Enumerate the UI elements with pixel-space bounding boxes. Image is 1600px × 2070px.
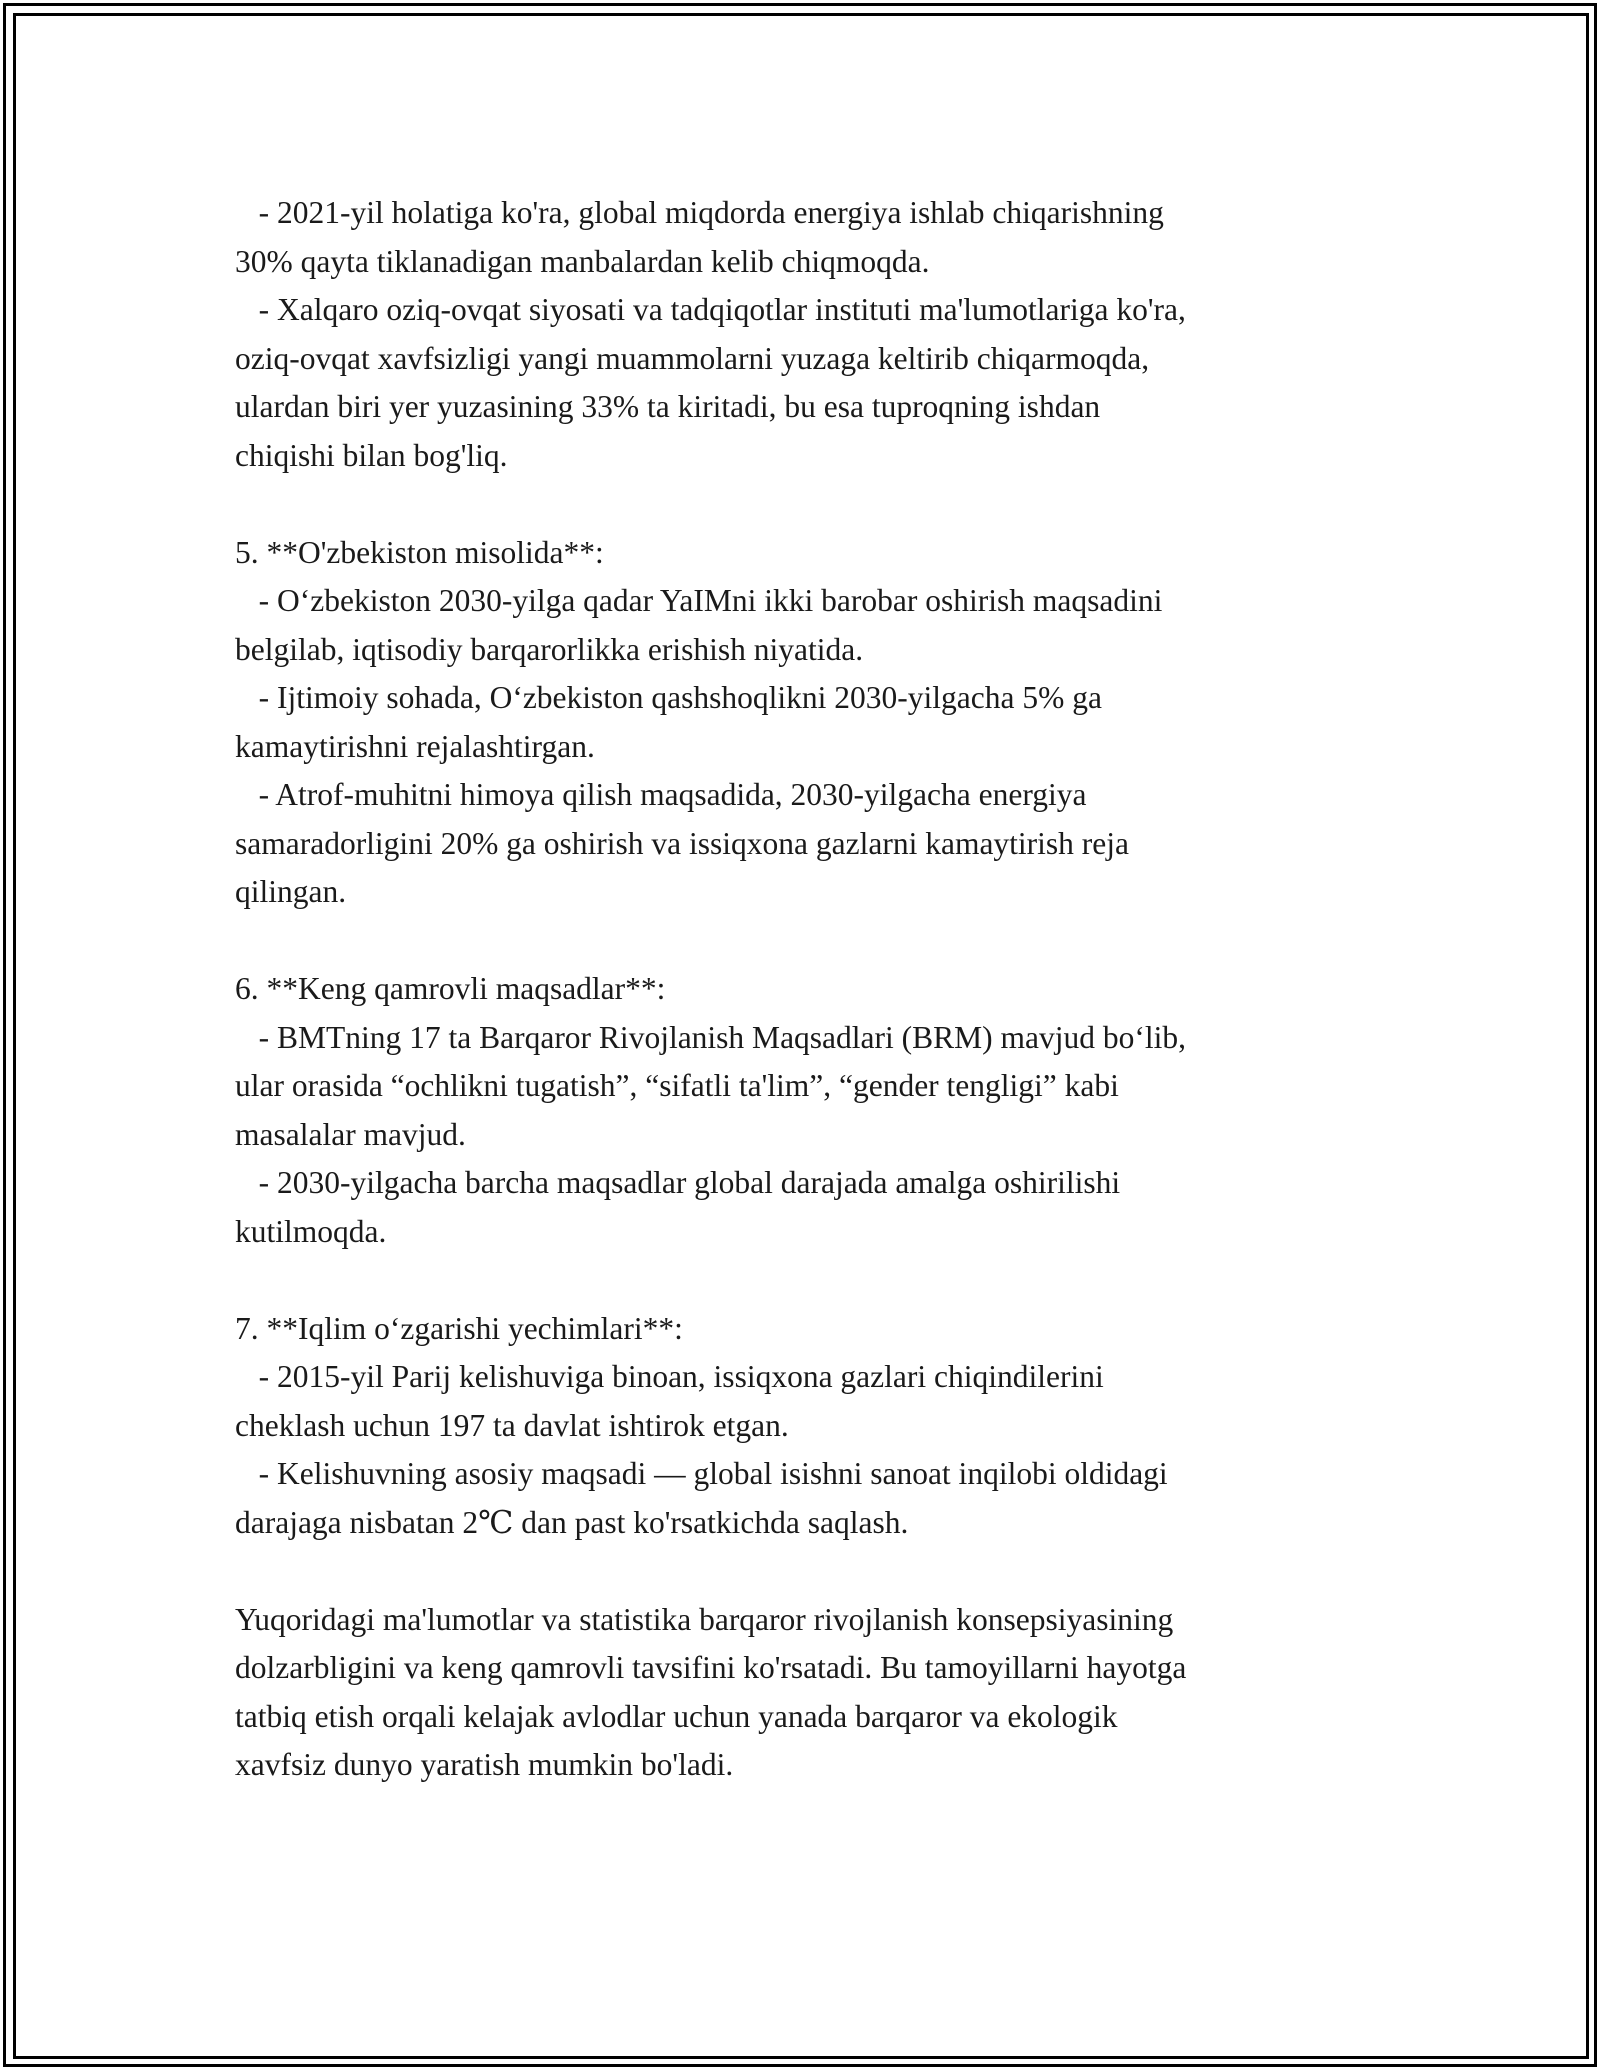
text-line: cheklash uchun 197 ta davlat ishtirok etgan. [235,1407,789,1443]
paragraph-gap [235,917,1385,966]
section-heading: 6. **Keng qamrovli maqsadlar**: [235,971,666,1006]
text-line: Yuqoridagi ma'lumotlar va statistika barqaror rivojlanish konsepsiyasining [235,1601,1174,1637]
section-climate-solutions [235,1305,1385,1548]
text-line: belgilab, iqtisodiy barqarorlikka erishish niyatida. [235,631,864,667]
text-line: dolzarbligini va keng qamrovli tavsifini ko'rsatadi. Bu tamoyillarni hayotga [235,1650,1187,1685]
text-line: - Kelishuvning asosiy maqsadi — global isishni sanoat inqilobi oldidagi [235,1456,1168,1491]
text-line: - BMTning 17 ta Barqaror Rivojlanish Maqsadlari (BRM) mavjud bo‘lib, [235,1019,1186,1055]
text-line: - 2015-yil Parij kelishuviga binoan, issiqxona gazlari chiqindilerini [235,1359,1104,1394]
text-line: darajaga nisbatan 2℃ dan past ko'rsatkichda saqlash. [235,1504,909,1540]
text-line: - 2021-yil holatiga ko'ra, global miqdorda energiya ishlab chiqarishning [235,195,1164,230]
text-line: - O‘zbekiston 2030-yilga qadar YaIMni ikki barobar oshirish maqsadini [235,583,1163,618]
text-line: - Xalqaro oziq-ovqat siyosati va tadqiqotlar instituti ma'lumotlariga ko'ra, [235,292,1186,327]
text-line: - Atrof-muhitni himoya qilish maqsadida, 2030-yilgacha energiya [235,777,1087,812]
section-uzbekistan [235,529,1385,917]
text-line: ulardan biri yer yuzasining 33% ta kiritadi, bu esa tuproqning ishdan [235,389,1101,424]
conclusion-paragraph [235,1596,1385,1790]
paragraph-gap [235,480,1385,529]
text-line: masalalar mavjud. [235,1116,466,1152]
text-line: - Ijtimoiy sohada, O‘zbekiston qashshoqlikni 2030-yilgacha 5% ga [235,680,1102,715]
section-heading: 7. **Iqlim o‘zgarishi yechimlari**: [235,1310,683,1346]
document-body [235,189,1385,1790]
paragraph-gap [235,1547,1385,1596]
text-line: chiqishi bilan bog'liq. [235,437,508,473]
text-line: xavfsiz dunyo yaratish mumkin bo'ladi. [235,1747,734,1782]
text-line: tatbiq etish orqali kelajak avlodlar uchun yanada barqaror va ekologik [235,1698,1118,1734]
text-line: kutilmoqda. [235,1213,387,1249]
text-line: kamaytirishni rejalashtirgan. [235,728,595,764]
paragraph-gap [235,1256,1385,1305]
text-line: ular orasida “ochlikni tugatish”, “sifatli ta'lim”, “gender tengligi” kabi [235,1068,1119,1103]
text-line: - 2030-yilgacha barcha maqsadlar global darajada amalga oshirilishi [235,1165,1121,1200]
text-line: oziq-ovqat xavfsizligi yangi muammolarni yuzaga keltirib chiqarmoqda, [235,340,1150,376]
section-broad-goals [235,965,1385,1256]
text-line: qilingan. [235,874,347,909]
text-line: 30% qayta tiklanadigan manbalardan kelib chiqmoqda. [235,243,930,279]
paragraph-block [235,189,1385,480]
text-line: samaradorligini 20% ga oshirish va issiqxona gazlarni kamaytirish reja [235,825,1130,861]
section-heading: 5. **O'zbekiston misolida**: [235,534,604,570]
